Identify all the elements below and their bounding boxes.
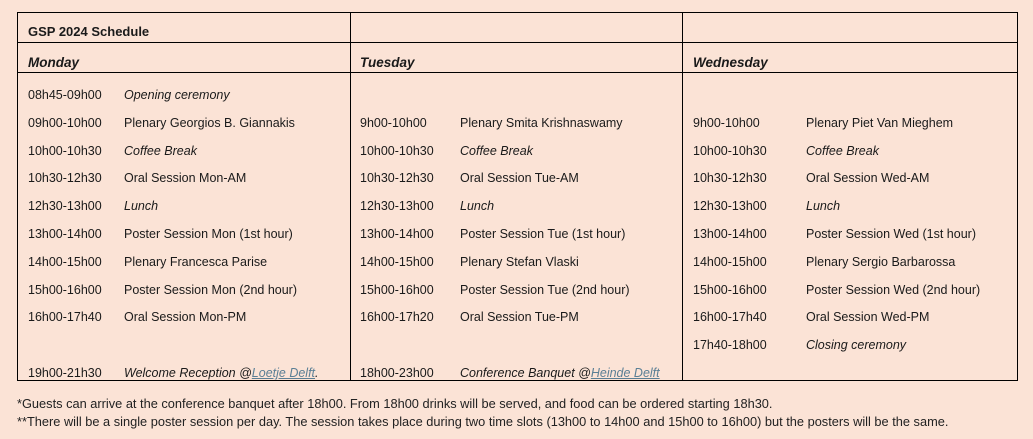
event-suffix: . bbox=[315, 366, 319, 380]
event-text: Poster Session Tue (1st hour) bbox=[460, 227, 626, 241]
event-text: Poster Session Tue (2nd hour) bbox=[460, 282, 630, 297]
event-name bbox=[124, 283, 297, 297]
time-slot: 10h00-10h30 bbox=[693, 143, 767, 158]
time-slot: 9h00-10h00 bbox=[360, 115, 427, 130]
event-text: Plenary Francesca Parise bbox=[124, 254, 268, 269]
event-text: Oral Session Tue-PM bbox=[460, 310, 579, 325]
time-slot: 13h00-14h00 bbox=[360, 227, 434, 241]
event-name bbox=[460, 116, 623, 130]
header-divider bbox=[18, 42, 1017, 43]
event-name bbox=[124, 144, 197, 158]
time-slot: 15h00-16h00 bbox=[693, 282, 767, 297]
event-name bbox=[806, 283, 980, 297]
day-divider bbox=[18, 72, 1017, 73]
time-slot: 16h00-17h20 bbox=[360, 310, 434, 325]
schedule-title: GSP 2024 Schedule bbox=[28, 24, 150, 39]
event-text: Oral Session Mon-AM bbox=[124, 171, 247, 186]
event-name bbox=[460, 366, 660, 380]
event-text: Poster Session Mon (2nd hour) bbox=[124, 282, 298, 297]
footnotes bbox=[17, 395, 948, 431]
footnote-banquet: *Guests can arrive at the conference banquet after 18h00. From 18h00 drinks will be served, and food can be ordered starting 18h30. bbox=[17, 396, 773, 411]
time-slot: 12h30-13h00 bbox=[693, 199, 767, 214]
event-name bbox=[124, 116, 295, 130]
event-text: Oral Session Wed-PM bbox=[806, 310, 930, 325]
event-text: Oral Session Tue-AM bbox=[460, 171, 579, 186]
event-name bbox=[806, 227, 976, 241]
event-text: Lunch bbox=[124, 199, 159, 214]
event-text: Closing ceremony bbox=[806, 338, 907, 353]
event-name bbox=[460, 199, 494, 213]
event-text: Plenary Stefan Vlaski bbox=[460, 254, 579, 269]
event-text: Poster Session Wed (2nd hour) bbox=[806, 282, 981, 297]
event-name bbox=[124, 171, 246, 185]
event-text: Plenary Piet Van Mieghem bbox=[806, 115, 954, 130]
event-text: Plenary Smita Krishnaswamy bbox=[460, 115, 623, 130]
event-name bbox=[460, 283, 630, 297]
schedule-table bbox=[17, 12, 1018, 381]
event-name bbox=[124, 88, 230, 102]
event-text: Lunch bbox=[460, 199, 495, 214]
day-heading: Monday bbox=[28, 55, 80, 70]
time-slot: 10h00-10h30 bbox=[28, 143, 102, 158]
event-text: Oral Session Mon-PM bbox=[124, 310, 247, 325]
time-slot: 16h00-17h40 bbox=[693, 310, 767, 325]
event-text: Plenary Georgios B. Giannakis bbox=[124, 115, 295, 130]
time-slot: 14h00-15h00 bbox=[360, 254, 434, 269]
event-text: Coffee Break bbox=[806, 143, 879, 158]
day-heading: Wednesday bbox=[693, 55, 768, 70]
column-divider bbox=[682, 13, 683, 380]
time-slot: 15h00-16h00 bbox=[28, 282, 102, 297]
event-text: Conference Banquet @ bbox=[460, 366, 591, 380]
time-slot: 14h00-15h00 bbox=[28, 254, 102, 269]
time-slot: 10h00-10h30 bbox=[360, 143, 434, 158]
event-name bbox=[460, 227, 625, 241]
time-slot: 12h30-13h00 bbox=[28, 199, 102, 214]
event-name bbox=[806, 310, 929, 324]
event-text: Oral Session Wed-AM bbox=[806, 171, 930, 186]
time-slot: 12h30-13h00 bbox=[360, 199, 434, 214]
time-slot: 10h30-12h30 bbox=[28, 171, 102, 186]
event-text: Poster Session Mon (1st hour) bbox=[124, 227, 293, 241]
time-slot: 17h40-18h00 bbox=[693, 338, 767, 353]
event-text: Coffee Break bbox=[460, 143, 533, 158]
event-text: Poster Session Wed (1st hour) bbox=[806, 227, 976, 241]
venue-link[interactable]: Heinde Delft bbox=[590, 366, 660, 380]
event-name bbox=[124, 199, 158, 213]
time-slot: 08h45-09h00 bbox=[28, 88, 102, 102]
event-text: Plenary Sergio Barbarossa bbox=[806, 254, 956, 269]
time-slot: 15h00-16h00 bbox=[360, 282, 434, 297]
time-slot: 14h00-15h00 bbox=[693, 254, 767, 269]
venue-link[interactable]: Loetje Delft bbox=[251, 366, 316, 380]
time-slot: 13h00-14h00 bbox=[693, 227, 767, 241]
event-text: Opening ceremony bbox=[124, 88, 230, 102]
time-slot: 19h00-21h30 bbox=[28, 366, 102, 380]
event-name bbox=[806, 144, 879, 158]
event-name bbox=[124, 255, 267, 269]
time-slot: 09h00-10h00 bbox=[28, 115, 102, 130]
event-name bbox=[460, 171, 579, 185]
time-slot: 18h00-23h00 bbox=[360, 366, 434, 380]
time-slot: 10h30-12h30 bbox=[360, 171, 434, 186]
time-slot: 9h00-10h00 bbox=[693, 115, 760, 130]
event-name bbox=[806, 171, 929, 185]
event-text: Lunch bbox=[806, 199, 841, 214]
time-slot: 16h00-17h40 bbox=[28, 310, 102, 325]
event-text: Welcome Reception @ bbox=[124, 366, 252, 380]
event-name bbox=[806, 116, 953, 130]
footnote-poster: **There will be a single poster session per day. The session takes place during two time slots (13h00 to 14h00 and 15h00 to 16h00) but the posters will be the same. bbox=[17, 414, 949, 429]
day-heading: Tuesday bbox=[360, 55, 415, 70]
event-name bbox=[460, 310, 579, 324]
column-divider bbox=[350, 13, 351, 380]
event-name bbox=[806, 199, 840, 213]
event-text: Coffee Break bbox=[124, 143, 197, 158]
event-name bbox=[460, 144, 533, 158]
event-name bbox=[124, 366, 319, 380]
event-name bbox=[124, 227, 293, 241]
event-name bbox=[806, 338, 906, 352]
event-name bbox=[460, 255, 579, 269]
time-slot: 13h00-14h00 bbox=[28, 227, 102, 241]
event-name bbox=[806, 255, 955, 269]
time-slot: 10h30-12h30 bbox=[693, 171, 767, 186]
event-name bbox=[124, 310, 246, 324]
